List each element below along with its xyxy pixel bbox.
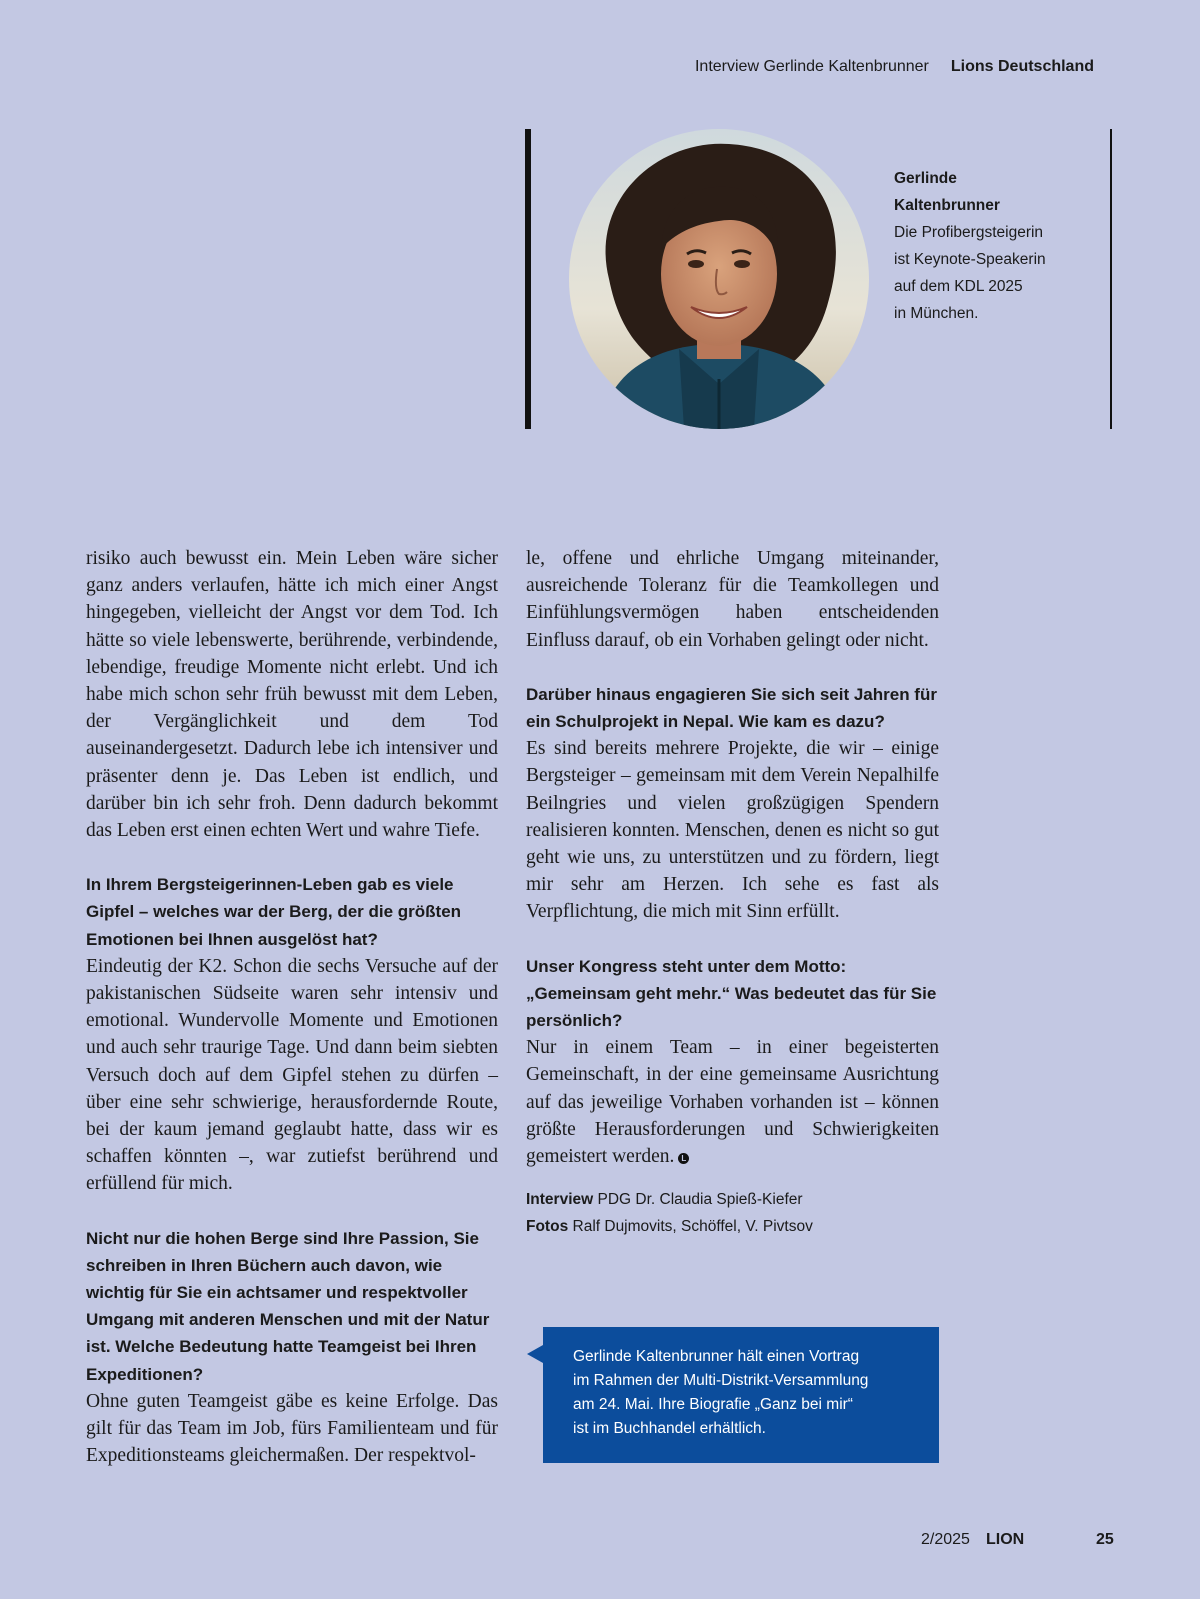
body-paragraph: risiko auch bewusst ein. Mein Leben wäre sicher ganz anders verlaufen, hätte ich mich einer Angst hingegeben, vielleicht der Angst vor dem Tod. Ich hätte so viele lebenswerte, berührende, verbindende, lebendige, freudige Momente nicht erlebt. Und ich habe mich schon sehr früh bewusst mit dem Leben, der Vergänglichkeit und dem Tod auseinandergesetzt. Dadurch lebe ich intensiver und präsenter denn je. Das Leben ist endlich, und darüber bin ich sehr froh. Denn dadurch bekommt das Leben erst einen echten Wert und wahre Tiefe. [86, 548, 498, 842]
publisher-name: Lions Deutschland [950, 58, 1094, 75]
interview-question: Darüber hinaus engagieren Sie sich seit Jahren für ein Schulprojekt in Nepal. Wie kam es dazu? [526, 684, 937, 732]
interview-question: In Ihrem Bergsteigerinnen-Leben gab es viele Gipfel – welches war der Berg, der die größten Emotionen bei Ihnen ausgelöst hat? [86, 875, 462, 949]
vertical-rule-left [525, 129, 531, 429]
callout-line: Gerlinde Kaltenbrunner hält einen Vortrag [573, 1348, 860, 1365]
caption-line: ist Keynote-Speakerin [894, 251, 1046, 268]
caption-name-line1: Gerlinde [894, 170, 957, 187]
portrait-caption [894, 165, 1094, 327]
caption-line: in München. [894, 305, 979, 322]
callout-line: am 24. Mai. Ihre Biografie „Ganz bei mir“ [573, 1396, 853, 1413]
issue-number: 2/2025 [921, 1531, 970, 1548]
interview-answer: Es sind bereits mehrere Projekte, die wir – einige Bergsteiger – gemeinsam mit dem Verein Nepalhilfe Beilngries und vielen großzügigen Spendern realisieren konnten. Menschen, denen es nicht so gut geht wie uns, zu unterstützen und zu fördern, liegt mir sehr am Herzen. Ich sehe es fast als Verpflichtung, die mich mit Sinn erfüllt. [526, 738, 939, 923]
magazine-name: LION [986, 1531, 1025, 1548]
portrait-icon [569, 129, 869, 429]
body-paragraph: le, offene und ehrliche Umgang miteinander, ausreichende Toleranz für die Teamkollegen und Einfühlungsvermögen haben entscheidenden Einfluss darauf, ob ein Vorhaben gelingt oder nicht. [526, 548, 939, 651]
answer-text: Nur in einem Team – in einer begeisterten Gemeinschaft, in der eine gemeinsame Ausrichtung auf das jeweilige Vorhaben vorhanden ist – können größte Herausforderungen und Schwierigkeiten gemeistert werden. [526, 1037, 939, 1168]
callout-line: im Rahmen der Multi-Distrikt-Versammlung [573, 1372, 869, 1389]
info-callout [543, 1327, 939, 1463]
article-credits [526, 1186, 939, 1240]
callout-line: ist im Buchhandel erhältlich. [573, 1420, 766, 1437]
interview-credit-value: PDG Dr. Claudia Spieß-Kiefer [597, 1191, 803, 1209]
page-footer [0, 1531, 1200, 1551]
caption-name-line2: Kaltenbrunner [894, 197, 1000, 214]
article-column-2 [526, 545, 939, 1240]
interview-credit-label: Interview [526, 1191, 594, 1209]
interview-answer: Ohne guten Teamgeist gäbe es keine Erfolge. Das gilt für das Team im Job, fürs Familienteam und für Expeditionsteams gleichermaßen. Der respektvol- [86, 1390, 498, 1467]
interview-question: Nicht nur die hohen Berge sind Ihre Passion, Sie schreiben in Ihren Büchern auch davon, wie wichtig für Sie ein achtsamer und respektvoller Umgang mit anderen Menschen und mit der Natur ist. Welche Bedeutung hatte Teamgeist bei Ihren Expeditionen? [86, 1228, 490, 1384]
caption-line: auf dem KDL 2025 [894, 278, 1023, 295]
running-head [695, 58, 1094, 76]
interview-answer [526, 1034, 939, 1170]
vertical-rule-right [1110, 129, 1112, 429]
interview-credit [526, 1186, 939, 1213]
callout-pointer-icon [527, 1345, 543, 1363]
section-title: Interview Gerlinde Kaltenbrunner [694, 58, 929, 75]
portrait-photo [569, 129, 869, 429]
interview-answer: Eindeutig der K2. Schon die sechs Versuche auf der pakistanischen Südseite waren sehr intensiv und emotional. Wundervolle Momente und Emotionen und auch sehr traurige Tage. Und dann beim siebten Versuch doch auf dem Gipfel stehen zu dürfen – über eine sehr schwierige, herausfordernde Route, bei der kaum jemand geglaubt hatte, dass wir es schaffen könnten –, war zutiefst berührend und erfüllend für mich. [86, 955, 498, 1195]
photo-credit-value: Ralf Dujmovits, Schöffel, V. Pivtsov [572, 1218, 813, 1236]
article-column-1 [86, 545, 498, 1470]
photo-credit [526, 1213, 939, 1240]
end-mark-icon: L [678, 1153, 689, 1164]
caption-line: Die Profibergsteigerin [894, 224, 1044, 241]
photo-credit-label: Fotos [526, 1218, 569, 1236]
interview-question: Unser Kongress steht unter dem Motto: „Gemeinsam geht mehr.“ Was bedeutet das für Sie persönlich? [526, 956, 937, 1031]
page-number: 25 [1096, 1531, 1114, 1548]
